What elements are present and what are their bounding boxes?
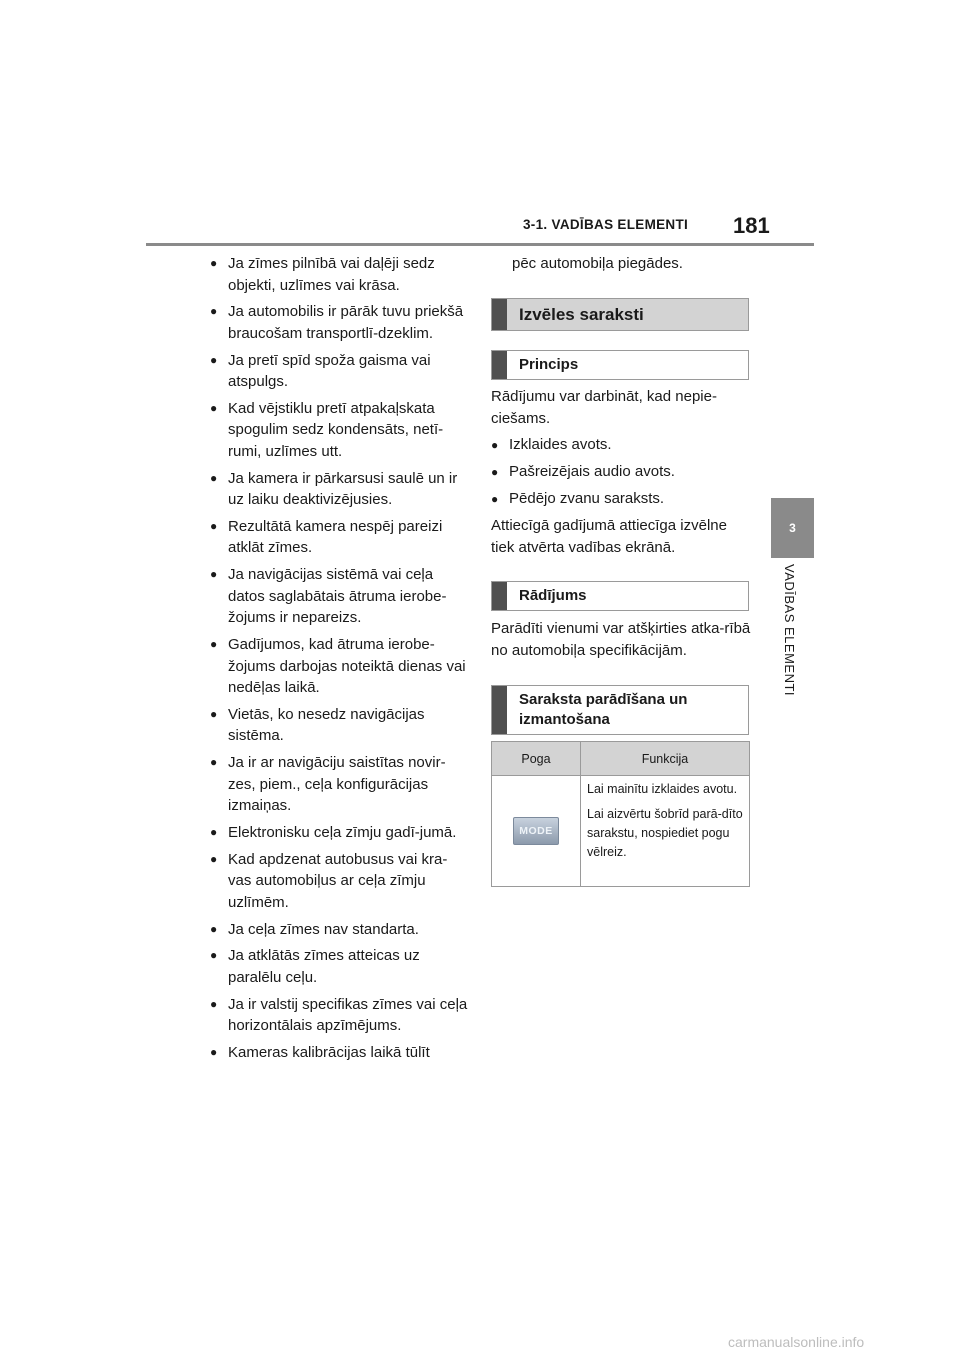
bullet-item: ● Vietās, ko nesedz navigācijas sistēma. [210,704,468,747]
watermark: carmanualsonline.info [728,1334,865,1350]
table-header-button: Poga [492,742,581,776]
subheading-display [491,581,749,611]
heading-bar [492,351,507,379]
principle-bullet: ● Pēdējo zvanu saraksts. [491,488,751,510]
function-cell [581,776,750,887]
bullet-item: ● Ja ir ar navigāciju saistītas novir-zes, piem., ceļa konfigurācijas izmaiņas. [210,752,468,817]
bullet-item: ● Ja kamera ir pārkarsusi saulē un ir uz laiku deaktivizējusies. [210,468,468,511]
left-column [210,253,468,1069]
principle-text: Rādījumu var darbināt, kad nepie-ciešams. [491,388,717,427]
bullet-item: ● Elektronisku ceļa zīmju gadī-jumā. [210,822,468,844]
chapter-side-label: VADĪBAS ELEMENTI [782,564,797,697]
bullet-item: ● Gadījumos, kad ātruma ierobe-žojums darbojas noteiktā dienas vai nedēļas laikā. [210,634,468,699]
function-line: Lai mainītu izklaides avotu. [587,782,738,796]
bullet-item: ● Kameras kalibrācijas laikā tūlīt [210,1042,468,1064]
subheading-principle [491,350,749,380]
heading-bar [492,299,507,330]
bullet-item: ● Rezultātā kamera nespēj pareizi atklāt zīmes. [210,516,468,559]
bullet-item: ● Ja ir valstij specifikas zīmes vai ceļa horizontālais apzīmējums. [210,994,468,1037]
heading-bar [492,582,507,610]
section-heading-text: Izvēles saraksti [519,305,644,324]
bullet-item: ● Ja pretī spīd spoža gaisma vai atspulgs. [210,350,468,393]
bullet-item: ● Kad apdzenat autobusus vai kra-vas automobiļus ar ceļa zīmju uzlīmēm. [210,849,468,914]
subheading-list-usage [491,685,749,735]
chapter-tab: 3 [771,498,814,558]
mode-button-icon: MODE [513,817,559,845]
principle-bullet: ● Izklaides avots. [491,434,751,456]
bullet-item: ● Ja atklātās zīmes atteicas uz paralēlu ceļu. [210,945,468,988]
principle-bullet: ● Pašreizējais audio avots. [491,461,751,483]
subheading-text: Princips [519,356,579,373]
table-header-function: Funkcija [581,742,750,776]
subheading-text: Saraksta parādīšana un izmantošana [519,691,688,728]
bullet-item: ● Kad vējstiklu pretī atpakaļskata spogulim sedz kondensāts, netī-rumi, uzlīmes utt. [210,398,468,463]
page-number: 181 [733,213,770,238]
button-cell [492,776,581,887]
bullet-item: ● Ja ceļa zīmes nav standarta. [210,919,468,941]
principle-note: Attiecīgā gadījumā attiecīga izvēlne tiek atvērta vadības ekrānā. [491,517,727,556]
section-heading-selection-lists [491,298,749,331]
button-function-table [491,741,750,887]
bullet-item: ● Ja automobilis ir pārāk tuvu priekšā braucošam transportlī-dzeklim. [210,301,468,344]
table-row [492,776,750,887]
bullet-item: ● Ja zīmes pilnībā vai daļēji sedz objekti, uzlīmes vai krāsa. [210,253,468,296]
bullet-item: ● Ja navigācijas sistēmā vai ceļa datos saglabātais ātruma ierobe-žojums ir nepareizs. [210,564,468,629]
header-section-title: 3-1. VADĪBAS ELEMENTI [523,217,689,232]
display-text: Parādīti vienumi var atšķirties atka-rībā no automobiļa specifikācijām. [491,620,751,659]
function-line: Lai aizvērtu šobrīd parā-dīto sarakstu, nospiediet pogu vēlreiz. [587,807,743,859]
continuation-text: pēc automobiļa piegādes. [512,255,683,272]
heading-bar [492,686,507,734]
header-rule [146,243,814,246]
subheading-text: Rādījums [519,587,587,604]
